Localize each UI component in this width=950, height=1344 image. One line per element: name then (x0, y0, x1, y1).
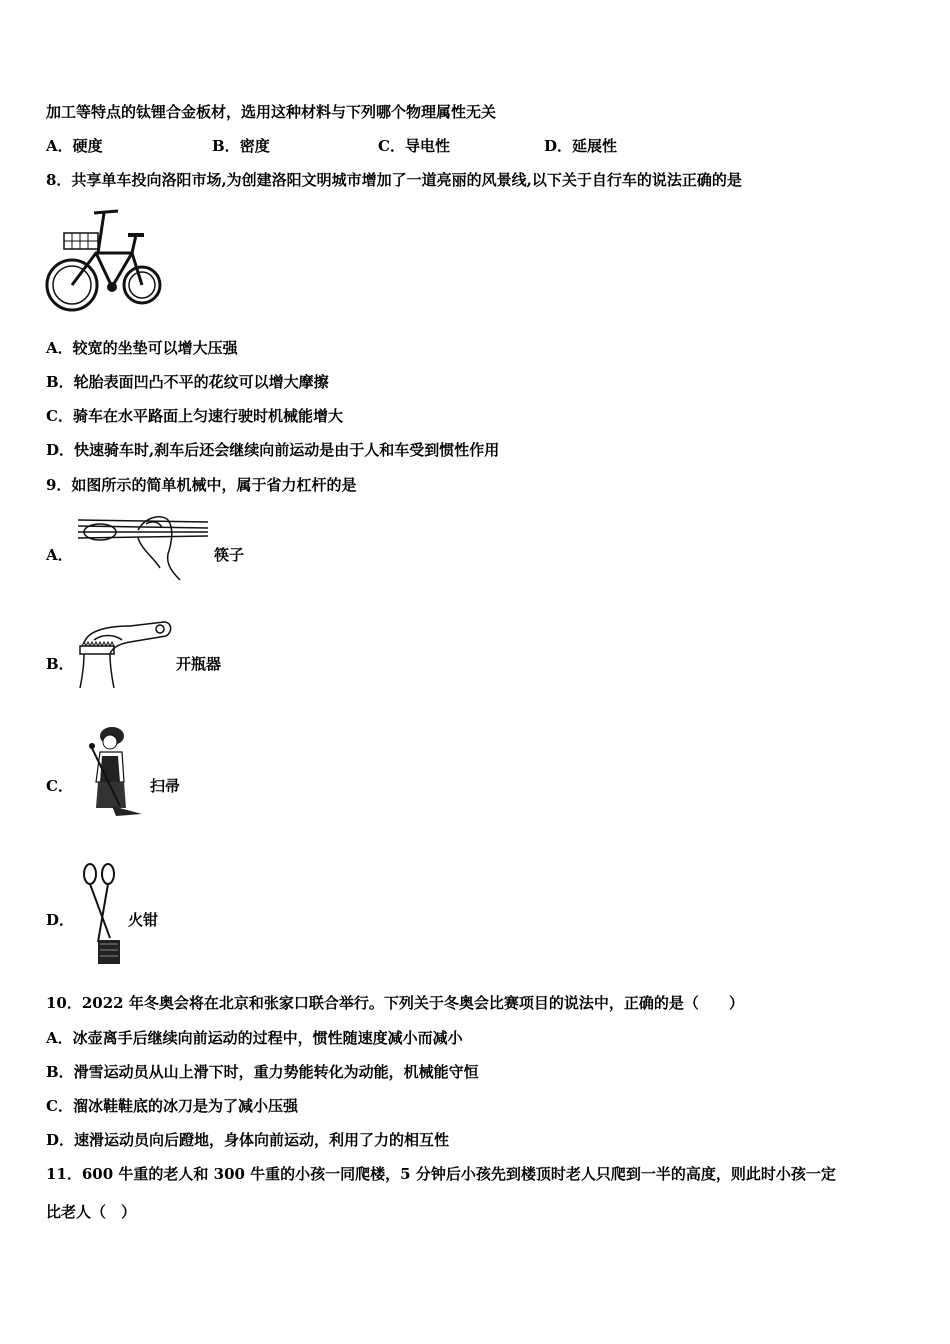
q7-option-d: D．延展性 (544, 137, 618, 155)
q9-option-d-caption: 火钳 (128, 911, 159, 929)
q9-option-a-caption: 筷子 (214, 546, 245, 564)
q7-stem-tail: 加工等特点的钛锂合金板材，选用这种材料与下列哪个物理属性无关 (46, 103, 497, 121)
q9-option-a-label: A． (46, 546, 73, 564)
q7-option-b: B．密度 (212, 137, 270, 155)
q8-option-b: B．轮胎表面凹凸不平的花纹可以增大摩擦 (46, 373, 329, 391)
q8-option-a: A．较宽的坐垫可以增大压强 (46, 339, 238, 357)
bottle-opener-figure (74, 618, 174, 690)
q9-option-c-caption: 扫帚 (150, 777, 181, 795)
q8-option-d: D．快速骑车时,刹车后还会继续向前运动是由于人和车受到惯性作用 (46, 441, 500, 459)
q9-option-b-label: B． (46, 655, 74, 673)
q9-stem: 9．如图所示的简单机械中，属于省力杠杆的是 (46, 476, 357, 494)
q10-option-a: A．冰壶离手后继续向前运动的过程中，惯性随速度减小而减小 (46, 1029, 463, 1047)
q11-stem-line1: 11．600 牛重的老人和 300 牛重的小孩一同爬楼，5 分钟后小孩先到楼顶时老人只爬到一半的高度，则此时小孩一定 (46, 1165, 836, 1183)
fire-tongs-figure (76, 860, 128, 968)
broom-sweeping-figure (76, 722, 146, 818)
chopsticks-figure (76, 510, 210, 582)
q9-option-c-label: C． (46, 777, 73, 795)
q8-stem: 8．共享单车投向洛阳市场,为创建洛阳文明城市增加了一道亮丽的风景线,以下关于自行车的说法正确的是 (46, 171, 742, 189)
q10-option-c: C．溜冰鞋鞋底的冰刀是为了减小压强 (46, 1097, 298, 1115)
q10-stem: 10．2022 年冬奥会将在北京和张家口联合举行。下列关于冬奥会比赛项目的说法中，正确的是（ ） (46, 994, 744, 1012)
q10-option-b: B．滑雪运动员从山上滑下时，重力势能转化为动能，机械能守恒 (46, 1063, 479, 1081)
q7-option-a: A．硬度 (46, 137, 103, 155)
q11-stem-line2: 比老人（ ） (46, 1203, 137, 1221)
q7-option-c: C．导电性 (378, 137, 450, 155)
q8-option-c: C．骑车在水平路面上匀速行驶时机械能增大 (46, 407, 343, 425)
q9-option-b-caption: 开瓶器 (176, 655, 222, 673)
bicycle-figure (44, 205, 164, 317)
q10-option-d: D．速滑运动员向后蹬地，身体向前运动，利用了力的相互性 (46, 1131, 450, 1149)
q9-option-d-label: D． (46, 911, 75, 929)
